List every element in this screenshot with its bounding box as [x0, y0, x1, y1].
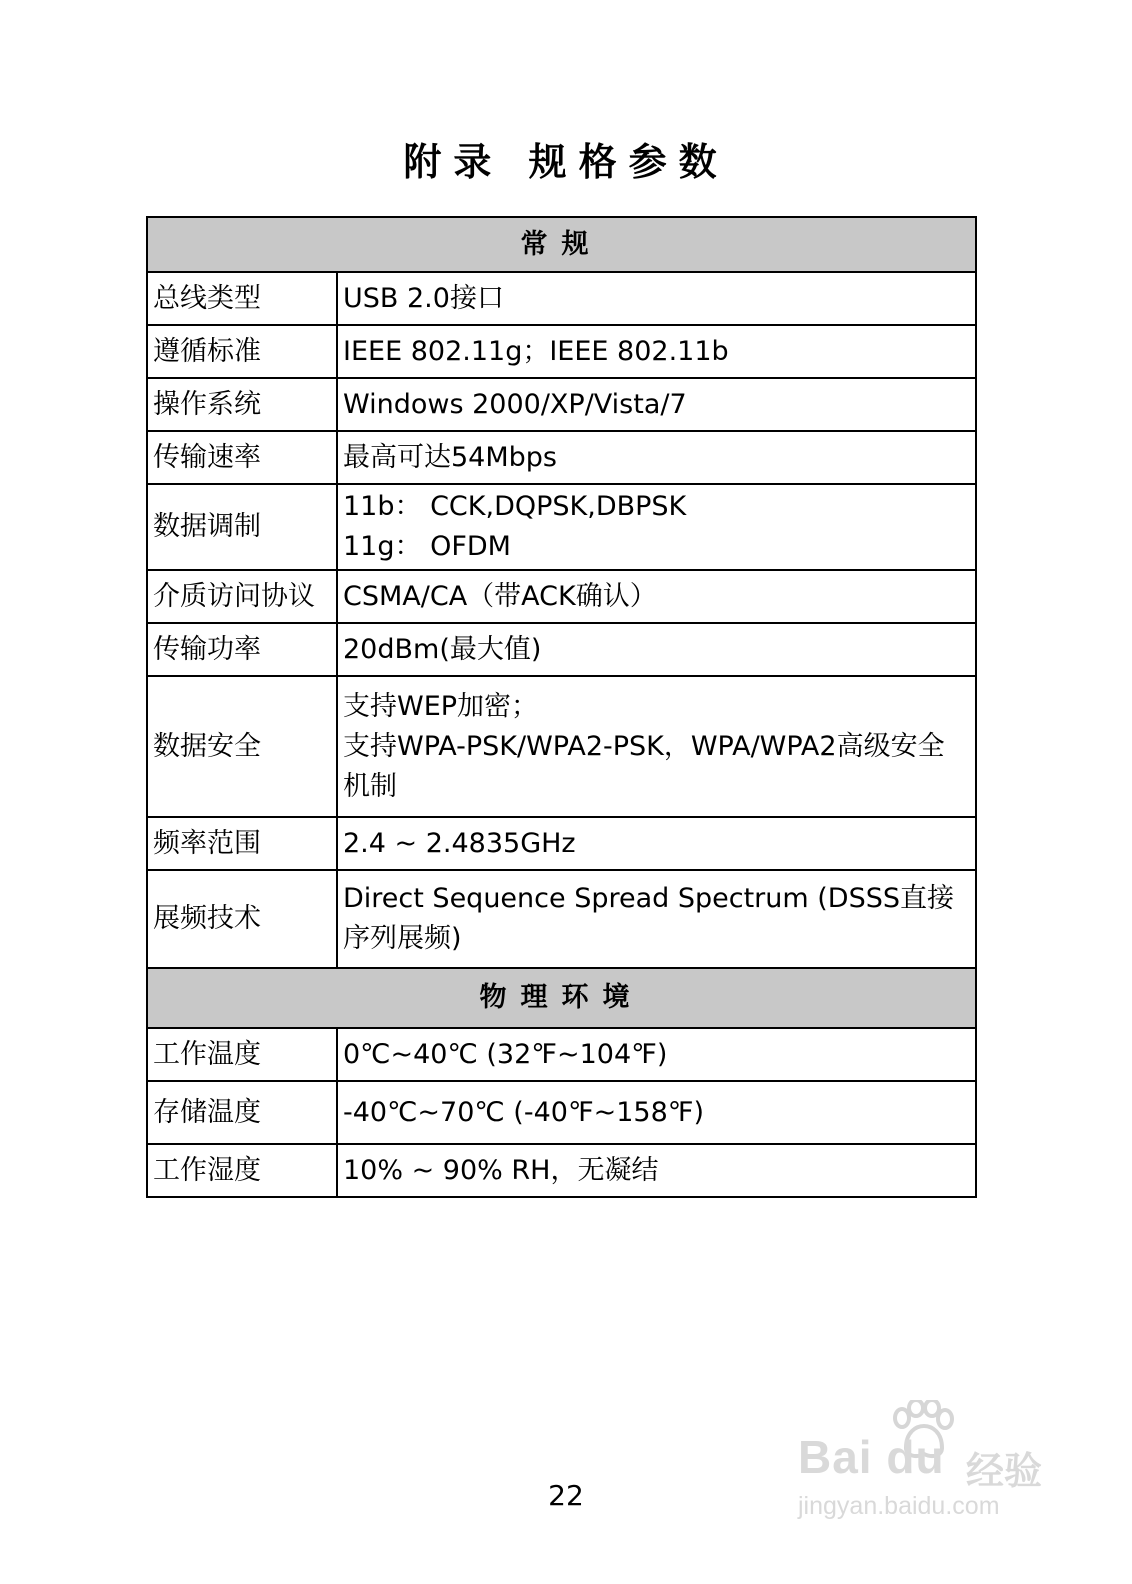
row-label: 操作系统 [147, 378, 337, 431]
row-value: Direct Sequence Spread Spectrum (DSSS直接序列展频) [337, 870, 976, 968]
row-label: 数据调制 [147, 484, 337, 570]
section-header-environment [147, 968, 976, 1028]
row-value: 支持WEP加密； 支持WPA-PSK/WPA2-PSK，WPA/WPA2高级安全机制 [337, 676, 976, 817]
table-row [147, 431, 976, 484]
page-number: 22 [548, 1479, 584, 1512]
watermark-suffix: 经验 [966, 1449, 1043, 1493]
row-label: 传输功率 [147, 623, 337, 676]
table-row [147, 378, 976, 431]
spec-table [146, 216, 977, 1198]
table-row [147, 570, 976, 623]
row-label: 工作湿度 [147, 1144, 337, 1197]
table-row [147, 484, 976, 570]
row-value: CSMA/CA（带ACK确认） [337, 570, 976, 623]
row-value: 0℃~40℃ (32℉~104℉) [337, 1028, 976, 1081]
watermark-brand: Bai du [798, 1431, 945, 1483]
row-value: 2.4 ~ 2.4835GHz [337, 817, 976, 870]
table-row [147, 1144, 976, 1197]
table-row [147, 870, 976, 968]
section-header-general [147, 217, 976, 272]
table-row [147, 623, 976, 676]
row-value: 11b： CCK,DQPSK,DBPSK 11g： OFDM [337, 484, 976, 570]
table-row [147, 676, 976, 817]
table-row [147, 817, 976, 870]
table-row [147, 272, 976, 325]
row-value: 最高可达54Mbps [337, 431, 976, 484]
section-heading: 常规 [147, 217, 976, 272]
row-value: 20dBm(最大值) [337, 623, 976, 676]
row-label: 数据安全 [147, 676, 337, 817]
row-value: -40℃~70℃ (-40℉~158℉) [337, 1081, 976, 1144]
row-label: 遵循标准 [147, 325, 337, 378]
table-row [147, 1028, 976, 1081]
watermark-url: jingyan.baidu.com [798, 1492, 1000, 1520]
row-value: USB 2.0接口 [337, 272, 976, 325]
row-value: Windows 2000/XP/Vista/7 [337, 378, 976, 431]
row-label: 介质访问协议 [147, 570, 337, 623]
page-title: 附录 规格参数 [403, 140, 729, 184]
row-label: 展频技术 [147, 870, 337, 968]
watermark [798, 1400, 1058, 1530]
row-value: IEEE 802.11g；IEEE 802.11b [337, 325, 976, 378]
row-label: 传输速率 [147, 431, 337, 484]
row-label: 总线类型 [147, 272, 337, 325]
table-row [147, 1081, 976, 1144]
section-heading: 物理环境 [147, 968, 976, 1028]
row-label: 频率范围 [147, 817, 337, 870]
table-row [147, 325, 976, 378]
row-label: 存储温度 [147, 1081, 337, 1144]
row-value: 10% ~ 90% RH，无凝结 [337, 1144, 976, 1197]
row-label: 工作温度 [147, 1028, 337, 1081]
